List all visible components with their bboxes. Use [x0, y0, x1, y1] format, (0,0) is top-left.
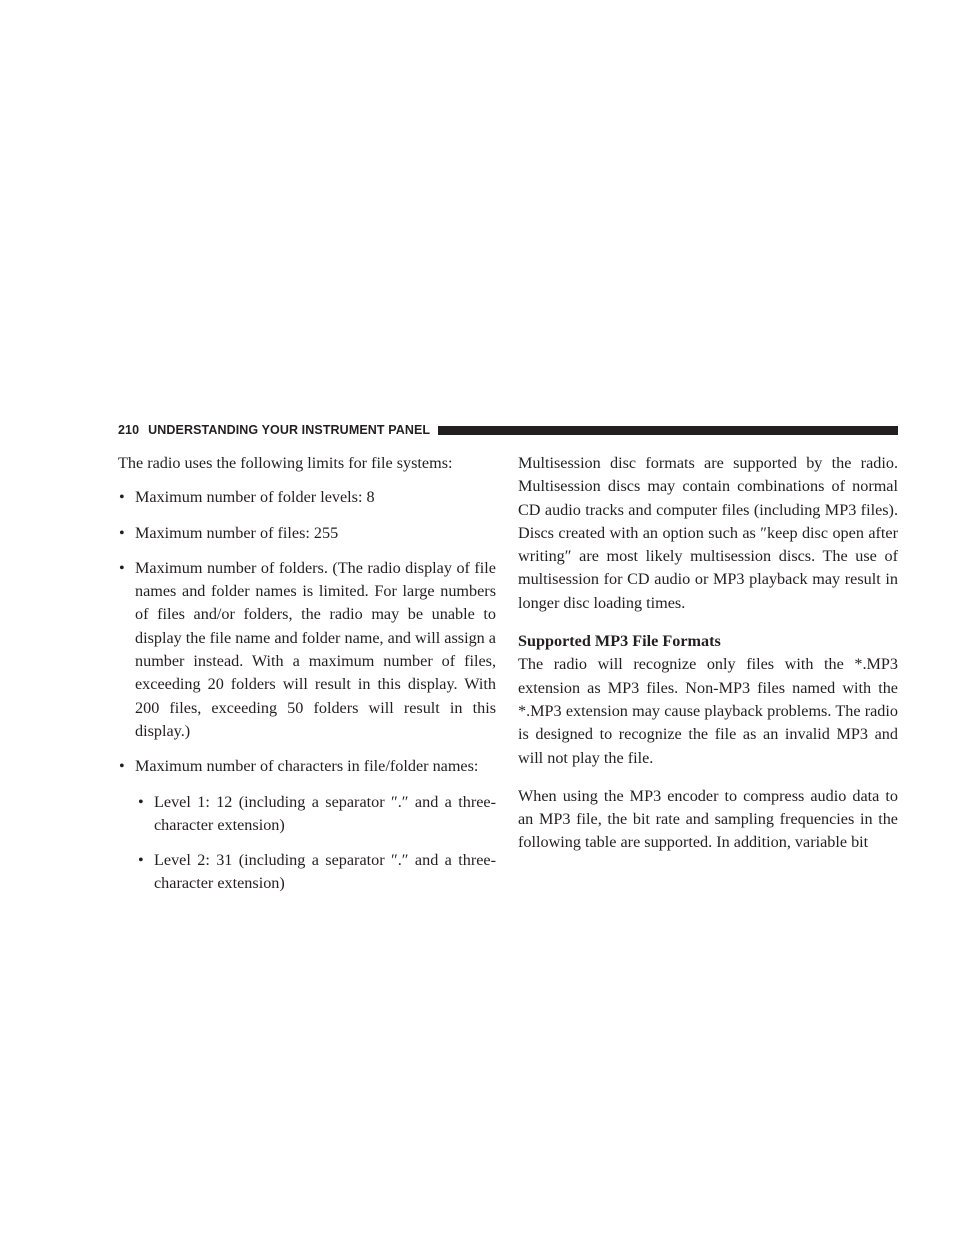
list-item: [118, 522, 496, 545]
sub-list-item-text: Level 1: 12 (including a separator ″.″ and a three-character extension): [154, 792, 496, 834]
section-title: UNDERSTANDING YOUR INSTRUMENT PANEL: [148, 423, 431, 437]
bullet-icon: •: [138, 792, 144, 811]
list-item-text: Maximum number of folder levels: 8: [135, 488, 375, 507]
encoder-paragraph: When using the MP3 encoder to compress audio data to an MP3 file, the bit rate and sampling frequencies in the following table are supported. In addition, variable bit: [518, 786, 898, 852]
formats-paragraph: The radio will recognize only files with the *.MP3 extension as MP3 files. Non-MP3 files named with the *.MP3 extension may cause playback problems. The radio is designed to recognize the file as an invalid MP3 and will not play the file.: [518, 655, 898, 767]
sub-list-item: [118, 849, 496, 896]
bullet-icon: •: [119, 558, 125, 577]
list-item: [118, 486, 496, 509]
sub-list-item-text: Level 2: 31 (including a separator ″.″ and a three-character extension): [154, 851, 496, 893]
multisession-paragraph: Multisession disc formats are supported by the radio. Multisession discs may contain combinations of normal CD audio tracks and computer files (including MP3 files). Discs created with an option such as ″keep disc open after writing″ are most likely multisession discs. The use of multisession for CD audio or MP3 playback may result in longer disc loading times.: [518, 454, 898, 612]
list-item-text: Maximum number of files: 255: [135, 523, 339, 542]
bullet-icon: •: [138, 851, 144, 870]
sub-list-item: [118, 791, 496, 838]
list-item-text: Maximum number of characters in file/folder names:: [135, 757, 479, 776]
bullet-icon: •: [119, 488, 125, 507]
page-number: 210: [118, 423, 140, 437]
sub-list: [118, 791, 496, 896]
bullet-icon: •: [119, 757, 125, 776]
bullet-icon: •: [119, 523, 125, 542]
intro-paragraph: The radio uses the following limits for file systems:: [118, 454, 453, 472]
header-rule: [438, 426, 898, 435]
left-column: [118, 452, 496, 908]
list-item: [118, 557, 496, 743]
section-subheading: Supported MP3 File Formats: [518, 632, 721, 651]
list-item: [118, 755, 496, 778]
list-item-text: Maximum number of folders. (The radio display of file names and folder names is limited. For large numbers of files and/or folders, the radio may be unable to display the file name and folder name, and will assign a number instead. With a maximum number of files, exceeding 20 folders will result in this display. With 200 files, exceeding 50 folders will result in this display.): [135, 558, 496, 740]
page-header: [118, 422, 898, 438]
right-column: [518, 452, 898, 855]
